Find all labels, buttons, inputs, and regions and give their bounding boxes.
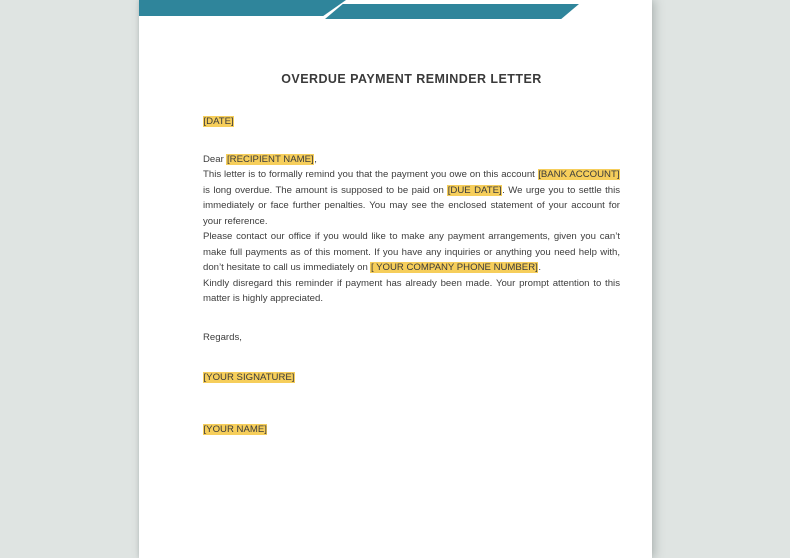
date-line <box>203 114 620 130</box>
signature-field[interactable]: [YOUR SIGNATURE] <box>203 372 295 384</box>
your-name-field[interactable]: [YOUR NAME] <box>203 423 267 435</box>
closing-line: Regards, <box>203 331 242 343</box>
date-field[interactable]: [DATE] <box>203 116 234 127</box>
page-title: OVERDUE PAYMENT REMINDER LETTER <box>281 72 542 86</box>
paragraph-2-segment-3: . <box>538 262 541 274</box>
paragraph-1-segment-3: is long overdue. The amount is supposed to be paid on <box>203 184 448 196</box>
name-line <box>203 422 620 438</box>
letter-body <box>203 0 620 437</box>
paragraph-1-segment-5: . We urge you to settle this immediately or face further penalties. You may see the enclosed statement of your account for your reference. <box>203 184 620 227</box>
paragraph-2 <box>203 229 620 276</box>
paragraph-3 <box>203 276 620 307</box>
document-page <box>139 0 652 558</box>
paragraph-1 <box>203 167 620 229</box>
paragraph-2-segment-1: Please contact our office if you would like to make any payment arrangements, given you can’t make full payments as of this moment. If you have any inquiries or anything you need help with, don’t hesitate to call us immediately on <box>203 231 620 274</box>
salutation-line <box>203 152 620 168</box>
due-date-field[interactable]: [DUE DATE] <box>447 184 502 196</box>
salutation-prefix: Dear <box>203 153 227 165</box>
paragraph-3-segment-1: Kindly disregard this reminder if payment has already been made. Your prompt attention to this matter is highly appreciated. <box>203 277 620 305</box>
recipient-name-field[interactable]: [RECIPIENT NAME] <box>226 153 314 165</box>
salutation-suffix: , <box>314 153 317 165</box>
paragraph-1-segment-1: This letter is to formally remind you that the payment you owe on this account <box>203 169 538 181</box>
bank-account-field[interactable]: [BANK ACCOUNT] <box>538 169 620 181</box>
signature-line <box>203 370 620 386</box>
company-phone-number-field[interactable]: [ YOUR COMPANY PHONE NUMBER] <box>370 262 538 274</box>
